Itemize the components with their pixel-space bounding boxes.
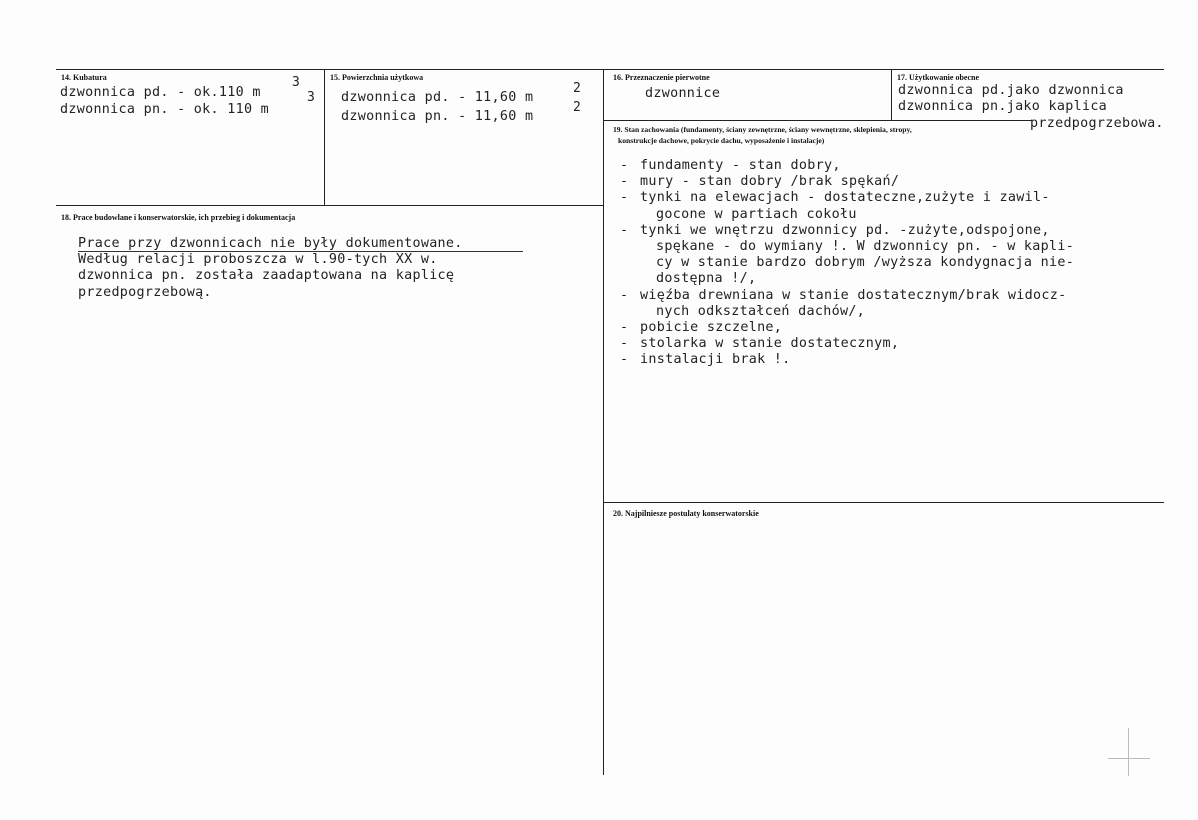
field-17-line1: dzwonnica pd.jako dzwonnica [898,83,1124,98]
field-14-sup1b: 3 [307,90,315,105]
field-19-label-line1: 19. Stan zachowania (fundamenty, ściany zewnętrzne, ściany wewnętrzne, sklepienia, stropy, [613,125,912,134]
field-14-line2: dzwonnica pn. - ok. 110 m [60,102,270,117]
field-18-line4: przedpogrzebową. [78,285,212,300]
field-16-line1: dzwonnice [645,86,721,101]
top-rule [56,69,1164,70]
pencil-mark [1108,758,1150,759]
rule-under-16-17 [604,120,1032,121]
underline-mark [78,251,523,252]
list-item: - pobicie szczelne, [620,320,783,336]
divider-16-17 [891,69,892,120]
field-15-sup2: 2 [573,100,581,115]
field-15-line2: dzwonnica pn. - 11,60 m [341,109,534,124]
rule-above-18 [56,205,604,206]
field-18-line3: dzwonnica pn. została zaadaptowana na kaplicę [78,268,455,283]
divider-14-15 [324,69,325,205]
field-14-label: 14. Kubatura [61,73,107,82]
field-17-line3: przedpogrzebowa. [1030,116,1164,131]
field-18-line2: Według relacji proboszcza w l.90-tych XX w. [78,252,438,267]
field-14-line1: dzwonnica pd. - ok.110 m [60,85,261,100]
field-19-label-line2: konstrukcje dachowe, pokrycie dachu, wyposażenie i instalacje) [618,136,825,145]
field-14-sup1: 3 [292,75,300,90]
list-item: - więźba drewniana w stanie dostatecznym/brak widocz- nych odkształceń dachów/, [620,287,1067,319]
pencil-mark [1128,728,1129,776]
list-item: - tynki na elewacjach - dostateczne,zużyte i zawil- gocone w partiach cokołu [620,190,1050,222]
list-item: - fundamenty - stan dobry, [620,158,841,173]
field-16-label: 16. Przeznaczenie pierwotne [613,73,710,82]
field-15-label: 15. Powierzchnia użytkowa [330,73,424,82]
field-17-label: 17. Użytkowanie obecne [897,73,979,82]
field-18-line1: Prace przy dzwonnicach nie były dokumentowane. [78,236,463,251]
list-item: - instalacji brak !. [620,352,791,368]
list-item: - mury - stan dobry /brak spękań/ [620,174,900,190]
field-15-line1: dzwonnica pd. - 11,60 m [341,90,534,105]
list-item: - stolarka w stanie dostatecznym, [620,336,900,352]
divider-main [603,69,604,775]
list-item: - tynki we wnętrzu dzwonnicy pd. -zużyte,odspojone, spękane - do wymiany !. W dzwonnicy pn. - w kapli- cy w stanie bardzo dobrym /wyższa kondygnacja nie- dostępna !/, [620,222,1075,287]
field-17-line2: dzwonnica pn.jako kaplica [898,99,1108,114]
field-19-condition-list [620,158,1074,369]
field-18-label: 18. Prace budowlane i konserwatorskie, ich przebieg i dokumentacja [61,213,296,222]
field-20-label: 20. Najpilniesze postulaty konserwatorskie [613,509,759,518]
field-15-sup1: 2 [573,81,581,96]
rule-above-20 [604,502,1164,503]
